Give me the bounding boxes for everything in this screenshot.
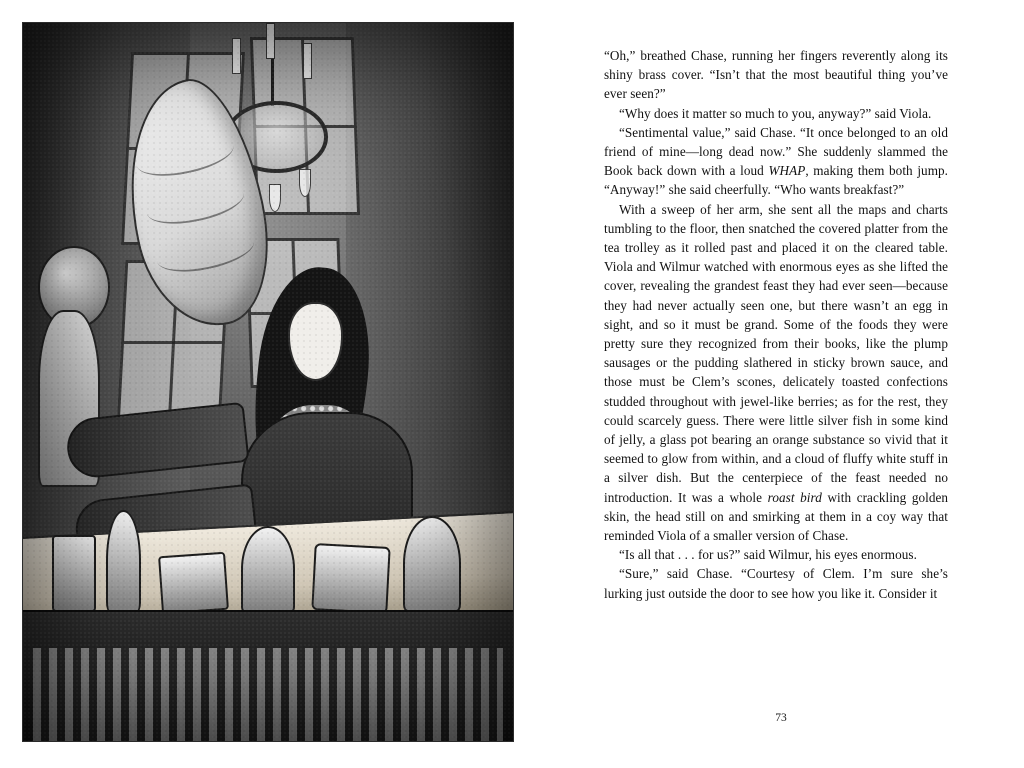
clutter-object: [311, 543, 391, 614]
clutter-object: [241, 526, 295, 612]
chandelier-crystal: [269, 184, 281, 212]
text-run: With a sweep of her arm, she sent all the maps and charts tumbling to the floor, then snatched the covered platter from the tea trolley as it rolled past and placed it on the cleared table. Viola and Wilmur watched with enormous eyes as she lifted the cover, revealing the grandest feast they had ever seen—because they had never actually seen one, but there wasn’t an egg in sight, and so it must be grand. Some of the foods they were pretty sure they recognized from their books, like the plump sausages or the pudding slathered in sticky brown sauce, and those must be Clem’s scones, delicately toasted confections studded throughout with jewel-like berries; as for the rest, they could scarcely guess. There were little silver fish in some kind of jelly, a glass pot bearing an orange substance so vivid that it seemed to glow from within, and a cloud of fluffy white stuff in a silver dish. But the centerpiece of the feast needed no introduction. It was a whole: [604, 201, 948, 505]
body-paragraph: [604, 564, 948, 602]
text-run: “Sure,” said Chase. “Courtesy of Clem. I’m sure she’s lurking just outside the door to see how you like it. Consider it: [604, 566, 948, 601]
text-run: “Oh,” breathed Chase, running her fingers reverently along its shiny brass cover. “Isn’t that the most beautiful thing you’ve ever seen?”: [604, 48, 948, 102]
right-page: [538, 0, 1024, 768]
text-run: with crackling golden skin, the head still on and smirking at them in a coy way that reminded Viola of a smaller version of Chase.: [604, 489, 949, 544]
body-paragraph: [604, 545, 948, 564]
patterned-rug: [33, 648, 503, 741]
text-run: “Sentimental value,” said Chase. “It once belonged to an old friend of mine—long dead now.” She suddenly slammed the Book back down with a loud: [604, 124, 948, 179]
text-run: , making them both jump. “Anyway!” she said cheerfully. “Who wants breakfast?”: [604, 163, 948, 198]
clutter-object: [106, 510, 142, 612]
body-paragraph: [604, 123, 948, 200]
candle: [232, 38, 241, 74]
body-paragraph: [604, 104, 948, 123]
clutter-object: [158, 552, 229, 614]
text-run: “Is all that . . . for us?” said Wilmur, his eyes enormous.: [619, 547, 917, 563]
body-paragraph: [604, 46, 948, 104]
page-number: 73: [775, 712, 787, 724]
text-run: “Why does it matter so much to you, anyway?” said Viola.: [619, 105, 932, 121]
feather-line: [143, 175, 248, 231]
clutter-object: [403, 516, 461, 612]
clutter-object: [52, 535, 97, 612]
body-paragraph: [604, 200, 948, 546]
chandelier-crystal: [299, 169, 311, 197]
chapter-illustration: [22, 22, 514, 742]
candle: [303, 43, 312, 79]
emphasized-text: roast bird: [767, 489, 822, 505]
feather-line: [132, 128, 237, 184]
body-text: [604, 46, 948, 603]
table-clutter: [43, 454, 494, 612]
candle: [266, 23, 275, 59]
emphasized-text: WHAP: [768, 163, 806, 179]
